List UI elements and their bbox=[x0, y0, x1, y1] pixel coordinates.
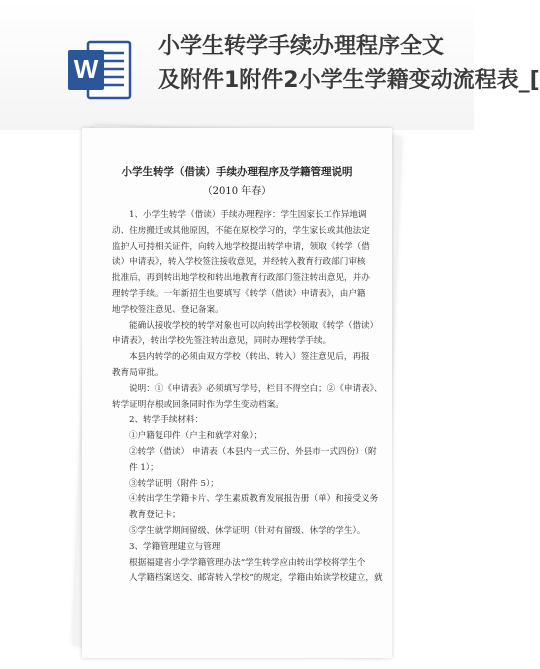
document-line: ④转出学生学籍卡片、学生素质教育发展报告册（单）和接受义务 bbox=[129, 494, 379, 505]
document-line: 3、学籍管理建立与管理 bbox=[129, 541, 221, 552]
document-line: 2、转学手续材料： bbox=[129, 415, 204, 426]
document-line: 人学籍档案送交、邮寄转入学校”的规定，学籍由始读学校建立，就 bbox=[129, 573, 383, 584]
page-title-line-1: 小学生转学手续办理程序全文 bbox=[158, 34, 445, 59]
document-page bbox=[82, 128, 392, 658]
document-line: 件 1）； bbox=[129, 462, 159, 473]
header-banner bbox=[0, 0, 540, 130]
document-line: ②转学（借读） 申请表（本县内一式三份、外县市一式四份）（附 bbox=[129, 446, 377, 457]
document-line: 教育局审批。 bbox=[112, 367, 164, 378]
document-line: 读）申请表》，转入学校签注接收意见，并经转入教育行政部门审核 bbox=[112, 257, 366, 268]
word-document-icon bbox=[66, 36, 134, 104]
document-line: 本县内转学的必须由双方学校（转出、转入）签注意见后，再报 bbox=[129, 352, 370, 363]
document-line: 1、小学生转学（借读）手续办理程序：学生因家长工作异地调 bbox=[129, 210, 367, 220]
document-line: 转学证明存根或回条同时作为学生变动档案。 bbox=[112, 399, 284, 410]
svg-text:W: W bbox=[73, 54, 99, 84]
document-line: ③转学证明（附件 5）； bbox=[129, 478, 219, 489]
document-line: 能确认接收学校的转学对象也可以向转出学校领取《转学（借读） bbox=[129, 320, 379, 331]
document-line: ①户籍复印件（户主和就学对象）； bbox=[129, 431, 263, 442]
document-subtitle: （2010 年春） bbox=[202, 186, 272, 197]
document-line: 申请表》，转出学校先签注转出意见，同时办理转学手续。 bbox=[112, 336, 332, 347]
document-line: 批准后，再到转出地学校和转出地教育行政部门签注转出意见，并办 bbox=[112, 273, 370, 284]
document-line: 理转学手续。一年新招生也要填写《转学（借读）申请表》，由户籍 bbox=[112, 288, 366, 299]
document-title: 小学生转学（借读）手续办理程序及学籍管理说明 bbox=[121, 166, 353, 178]
document-line: 根据福建省小学学籍管理办法“学生转学应由转出学校将学生个 bbox=[129, 557, 366, 568]
document-body bbox=[112, 208, 383, 587]
document-line: 监护人可持相关证件，向转入地学校提出转学申请，领取《转学（借 bbox=[112, 241, 370, 252]
document-line: 说明：①《申请表》必须填写学号，栏目不得空白；②《申请表》、 bbox=[129, 383, 383, 394]
document-line: 教育登记卡； bbox=[129, 510, 181, 521]
page-title bbox=[158, 30, 540, 110]
document-line: ⑤学生就学期间留级、休学证明（针对有留级、休学的学生）。 bbox=[129, 525, 366, 536]
document-line: 地学校签注意见、登记备案。 bbox=[112, 304, 224, 315]
document-line: 动、住房搬迁或其他原因，不能在原校学习的，学生家长或其他法定 bbox=[112, 225, 370, 236]
page-title-line-2: 及附件1附件2小学生学籍变动流程表_[ bbox=[158, 68, 540, 93]
